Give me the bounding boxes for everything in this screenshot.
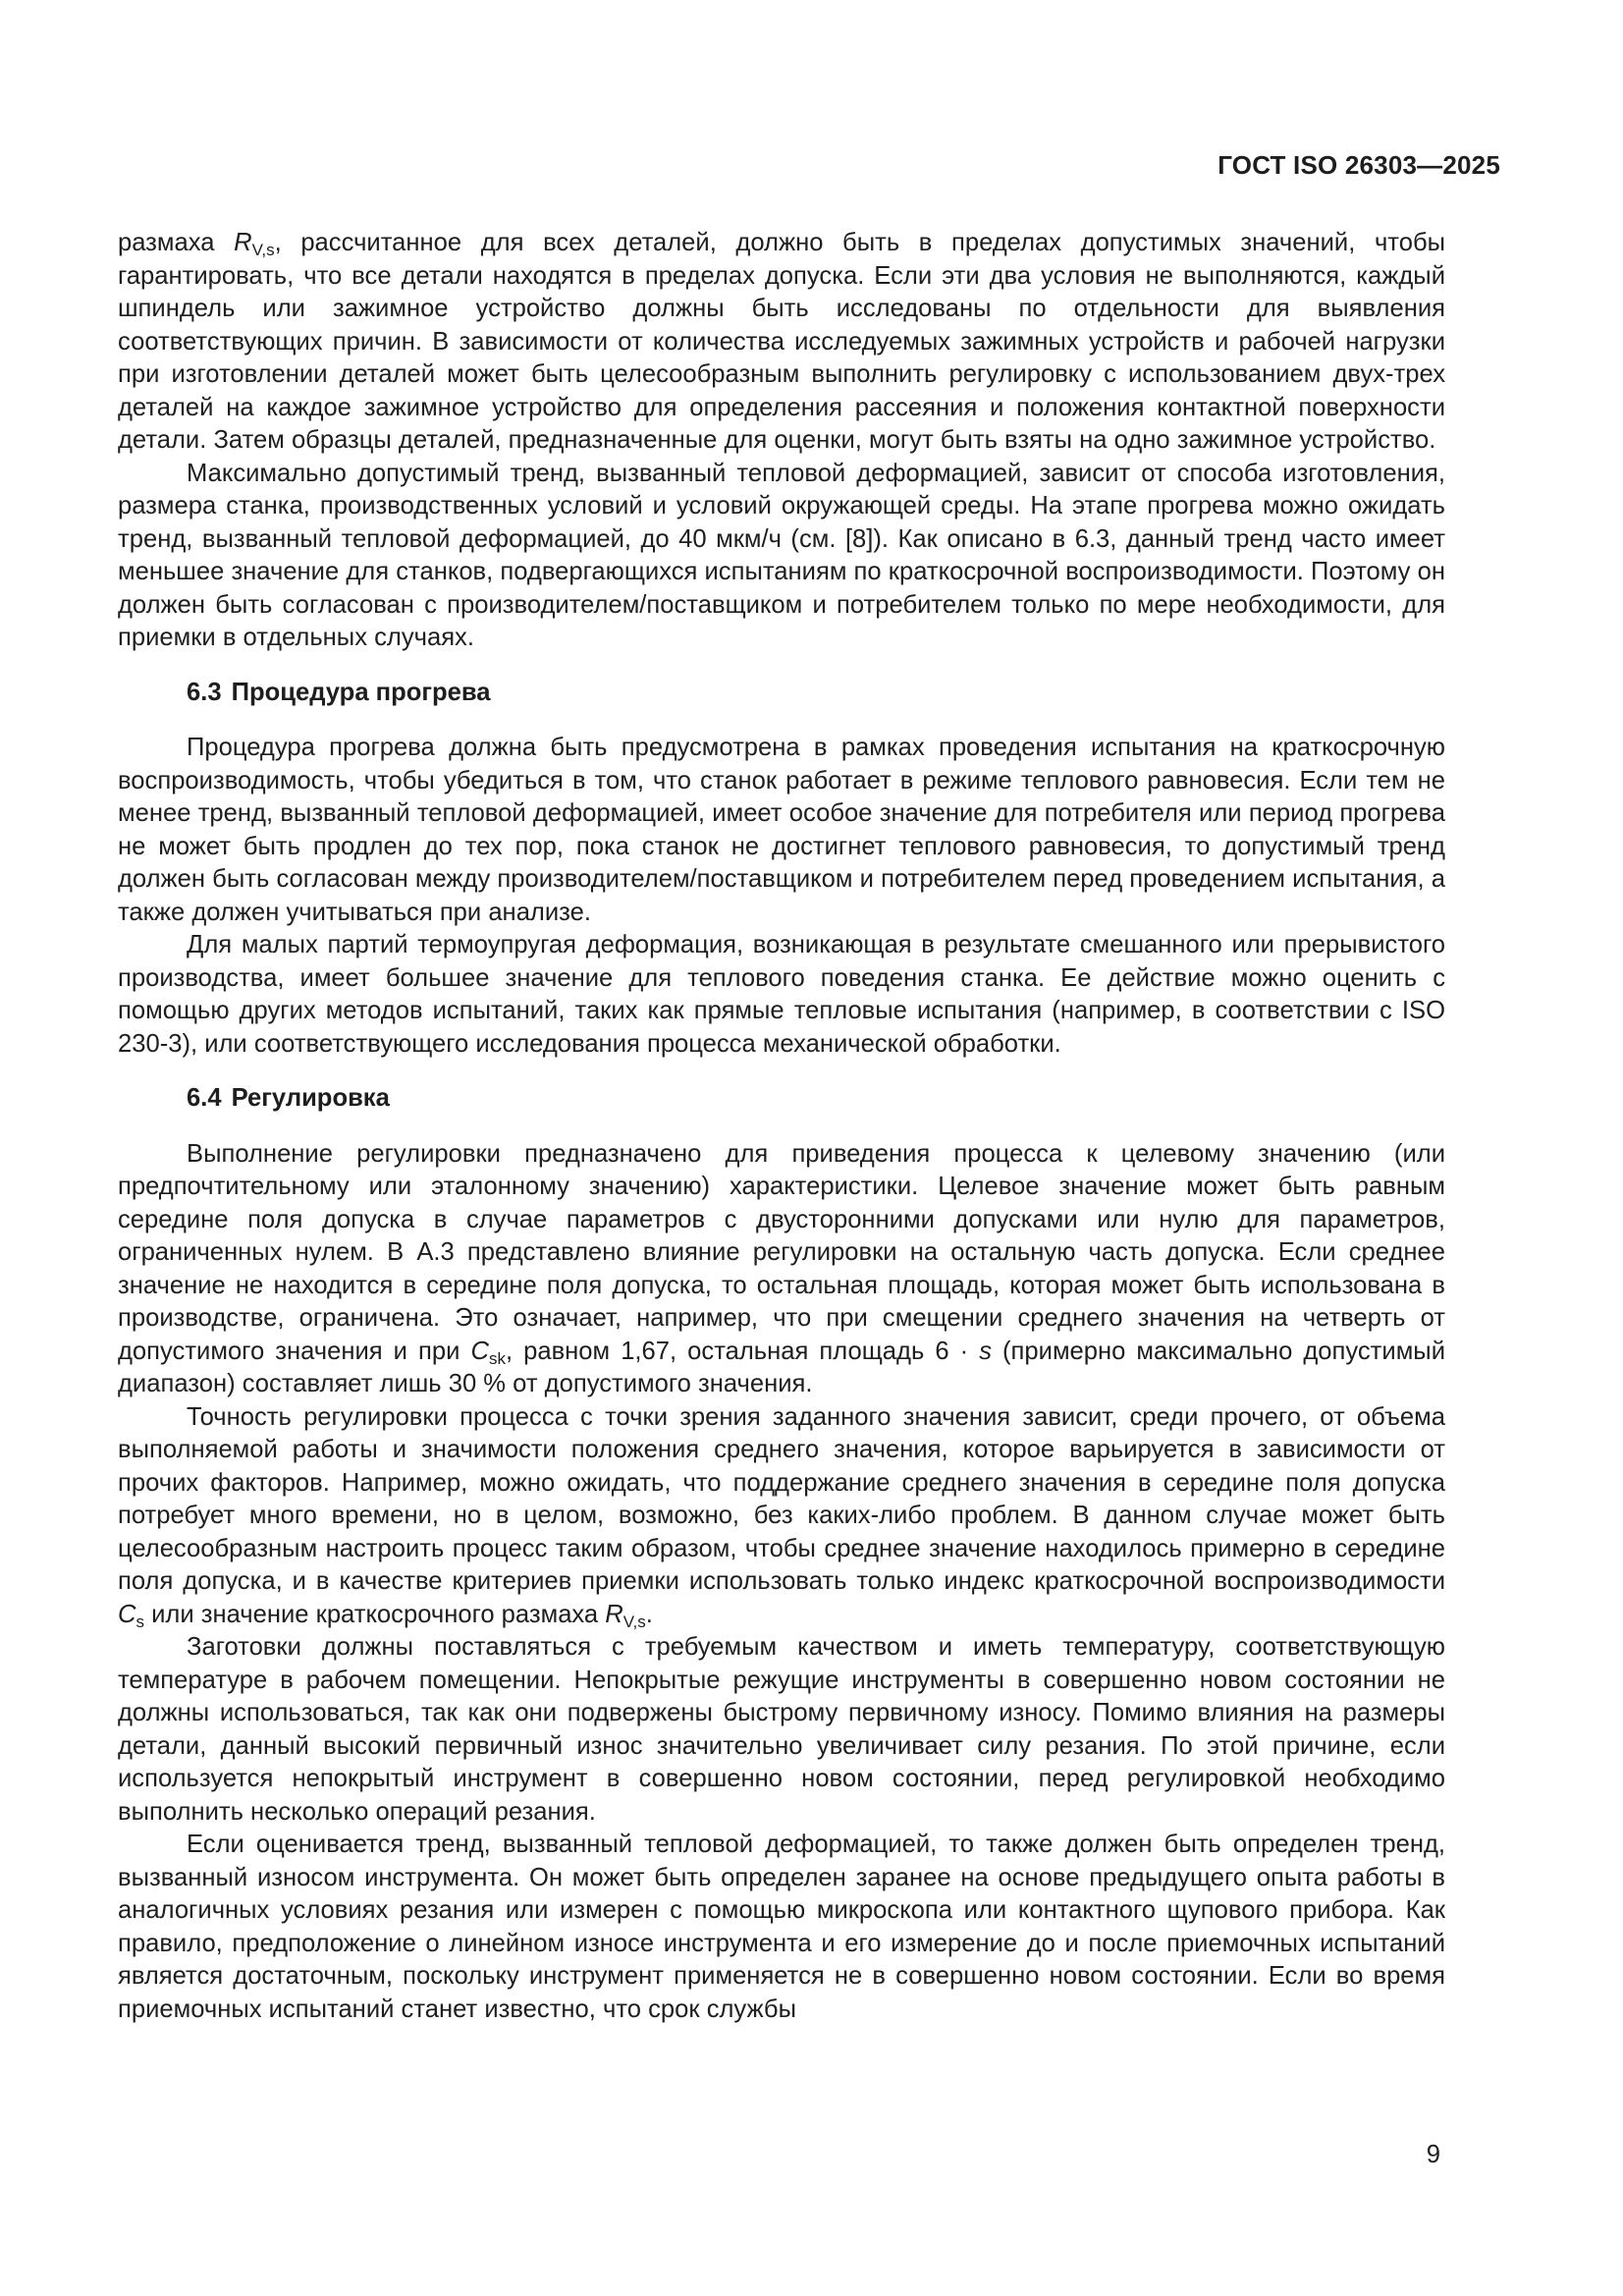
text-run: . bbox=[645, 1600, 653, 1628]
paragraph-small-batches: Для малых партий термоупругая деформация, возникающая в результате смешанного или прерывистого производства, имеет большее значение для теплового поведения станка. Ее действие можно оценить с помощью других методов испытаний, таких как прямые тепловые испытания (например, в соответствии с ISO 230-3), или соответствующего исследования процесса механической обработки. bbox=[118, 931, 1445, 1058]
variable-letter: C bbox=[118, 1600, 136, 1628]
text-run: Выполнение регулировки предназначено для приведения процесса к целевому значению (или предпочтительному или эталонному значению) характеристики. Целевое значение может быть равным середине поля допуска в случае параметров с двусторонними допусками или нулю для параметров, ограниченных нулем. В А.3 представлено влияние регулировки на остальную часть допуска. Если среднее значение не находится в середине поля допуска, то остальная площадь, которая может быть использована в производстве, ограничена. Это означает, например, что при смещении среднего значения на четверть от допустимого значения и при bbox=[118, 1139, 1445, 1365]
document-body bbox=[118, 227, 1445, 2026]
paragraph-adjustment bbox=[118, 1138, 1445, 1401]
section-heading-6-4 bbox=[118, 1082, 1445, 1116]
variable-letter: R bbox=[605, 1600, 623, 1628]
text-run: размаха bbox=[118, 229, 235, 256]
text-run: , равном 1,67, остальная площадь 6 · bbox=[505, 1337, 980, 1365]
variable-subscript: s bbox=[135, 1612, 144, 1631]
variable-subscript: sk bbox=[488, 1348, 506, 1368]
variable-symbol bbox=[470, 1337, 506, 1368]
paragraph-tool-wear: Если оценивается тренд, вызванный тепловой деформацией, то также должен быть определен тренд, вызванный износом инструмента. Он может быть определен заранее на основе предыдущего опыта работы в аналогичных условиях резания или измерен с помощью микроскопа или контактного щупового прибора. Как правило, предположение о линейном износе инструмента и его измерение до и после приемочных испытаний является достаточным, поскольку инструмент применяется не в совершенно новом состоянии. Если во время приемочных испытаний станет известно, что срок службы bbox=[118, 1831, 1445, 2023]
variable-symbol bbox=[234, 229, 275, 259]
paragraph-warmup-procedure: Процедура прогрева должна быть предусмотрена в рамках проведения испытания на краткосрочную воспроизводимость, чтобы убедиться в том, что станок работает в режиме теплового равновесия. Если тем не менее тренд, вызванный тепловой деформацией, имеет особое значение для потребителя или период прогрева не может быть продлен до тех пор, пока станок не достигнет теплового равновесия, то допустимый тренд должен быть согласован между производителем/поставщиком и потребителем перед проведением испытания, а также должен учитываться при анализе. bbox=[118, 734, 1445, 926]
variable-subscript: V,s bbox=[622, 1612, 646, 1631]
text-run: (примерно максимально допустимый диапазон) составляет лишь 30 % от допустимого значения. bbox=[118, 1337, 1445, 1397]
text-run: или значение краткосрочного размаха bbox=[143, 1600, 606, 1628]
variable-symbol: s bbox=[979, 1337, 992, 1365]
section-heading-6-3 bbox=[118, 677, 1445, 710]
paragraph-adjustment-accuracy bbox=[118, 1401, 1445, 1632]
section-number: 6.4 bbox=[187, 1084, 222, 1112]
text-run: Точность регулировки процесса с точки зрения заданного значения зависит, среди прочего, от объема выполняемой работы и значимости положения среднего значения, которое варьируется в зависимости от прочих факторов. Например, можно ожидать, что поддержание среднего значения в середине поля допуска потребует много времени, но в целом, возможно, без каких-либо проблем. В данном случае может быть целесообразным настроить процесс таким образом, чтобы среднее значение находилось примерно в середине поля допуска, и в качестве критериев приемки использовать только индекс краткосрочной воспроизводимости bbox=[118, 1402, 1445, 1595]
variable-subscript: V,s bbox=[251, 241, 275, 259]
paragraph-workpieces: Заготовки должны поставляться с требуемым качеством и иметь температуру, соответствующую температуре в рабочем помещении. Непокрытые режущие инструменты в совершенно новом состоянии не должны использоваться, так как они подвержены быстрому первичному износу. Помимо влияния на размеры детали, данный высокий первичный износ значительно увеличивает силу резания. По этой причине, если используется непокрытый инструмент в совершенно новом состоянии, перед регулировкой необходимо выполнить несколько операций резания. bbox=[118, 1633, 1445, 1826]
paragraph-continuation bbox=[118, 227, 1445, 458]
page-number: 9 bbox=[1426, 2141, 1440, 2168]
variable-symbol bbox=[118, 1600, 144, 1631]
variable-symbol bbox=[605, 1600, 646, 1631]
section-number: 6.3 bbox=[187, 678, 222, 706]
document-header: ГОСТ ISO 26303—2025 bbox=[1217, 150, 1500, 180]
variable-letter: R bbox=[234, 229, 252, 256]
variable-letter: C bbox=[470, 1337, 489, 1365]
section-title: Процедура прогрева bbox=[231, 678, 491, 706]
text-run: , рассчитанное для всех деталей, должно быть в пределах допустимых значений, чтобы гарантировать, что все детали находятся в пределах допуска. Если эти два условия не выполняются, каждый шпиндель или зажимное устройство должны быть исследованы по отдельности для выявления соответствующих причин. В зависимости от количества исследуемых зажимных устройств и рабочей нагрузки при изготовлении деталей может быть целесообразным выполнить регулировку с использованием двух-трех деталей на каждое зажимное устройство для определения рассеяния и положения контактной поверхности детали. Затем образцы деталей, предназначенные для оценки, могут быть взяты на одно зажимное устройство. bbox=[118, 229, 1445, 454]
paragraph-thermal-trend: Максимально допустимый тренд, вызванный тепловой деформацией, зависит от способа изготовления, размера станка, производственных условий и условий окружающей среды. На этапе прогрева можно ожидать тренд, вызванный тепловой деформацией, до 40 мкм/ч (см. [8]). Как описано в 6.3, данный тренд часто имеет меньшее значение для станков, подвергающихся испытаниям по краткосрочной воспроизводимости. Поэтому он должен быть согласован с производителем/поставщиком и потребителем только по мере необходимости, для приемки в отдельных случаях. bbox=[118, 459, 1445, 651]
section-title: Регулировка bbox=[231, 1084, 390, 1112]
